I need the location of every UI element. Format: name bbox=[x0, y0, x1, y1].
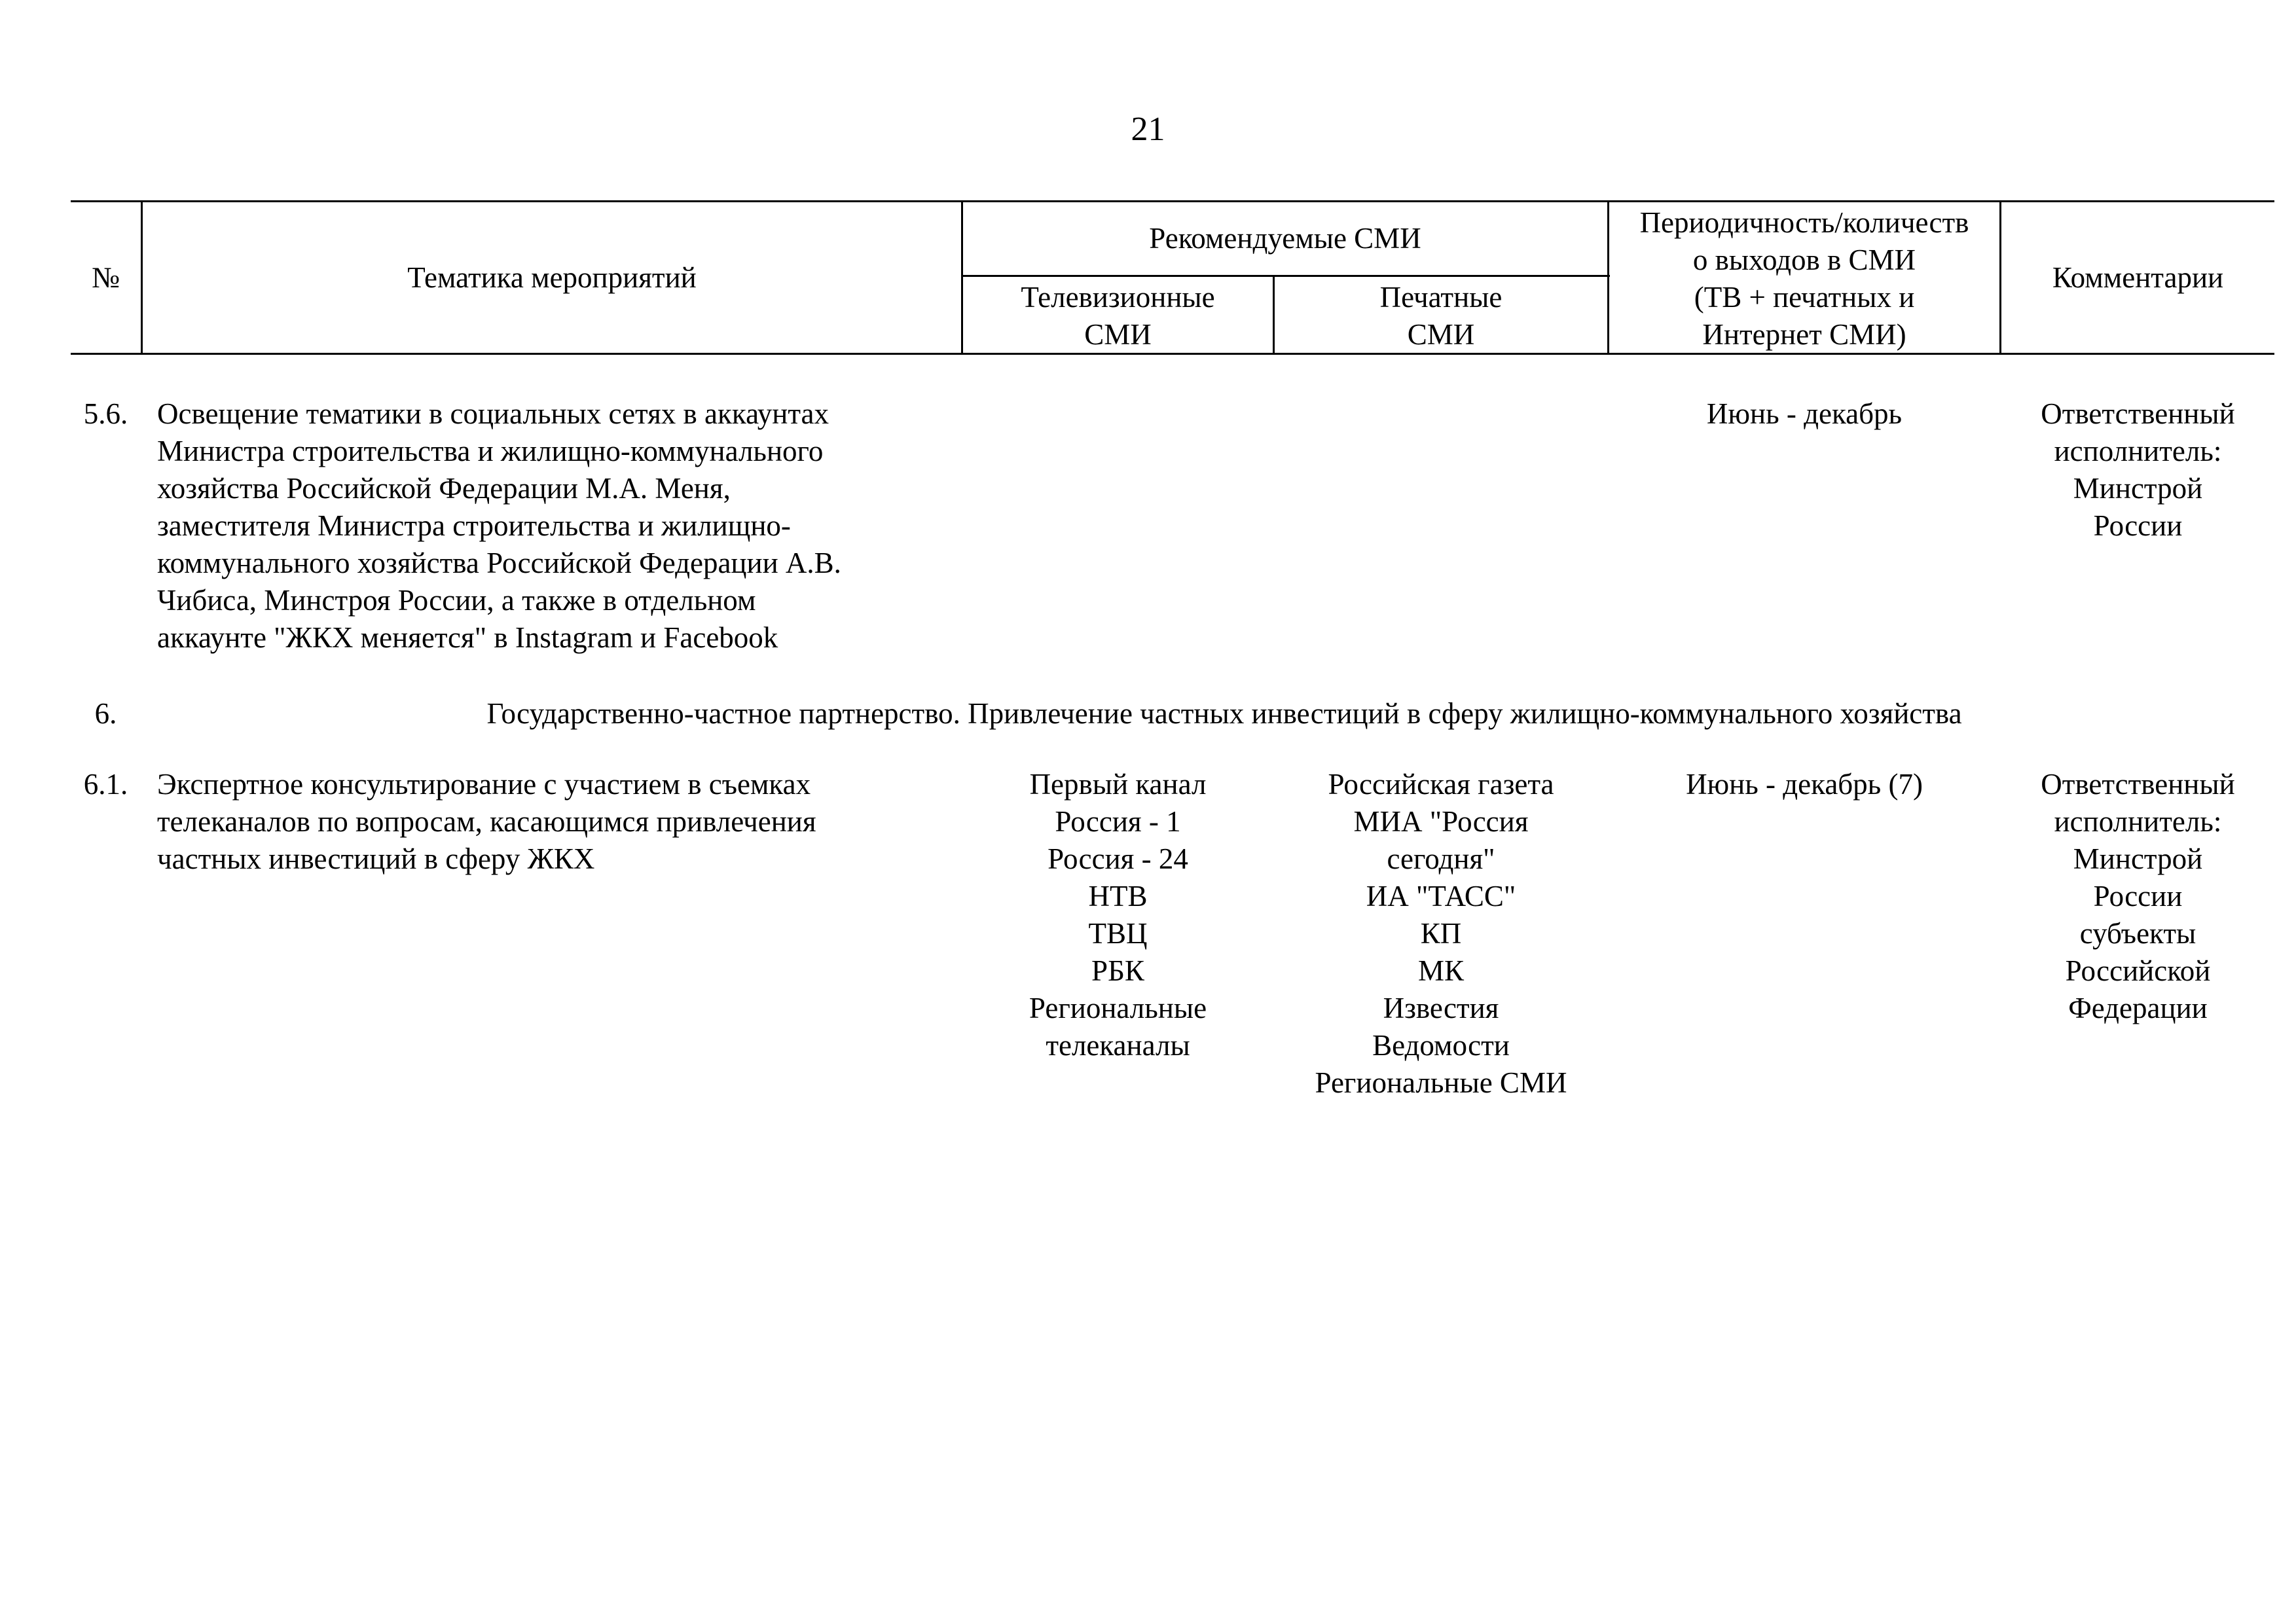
row-6-1-tv-media bbox=[963, 766, 1273, 1064]
tv-channel: телеканалы bbox=[1046, 1029, 1190, 1062]
row-5-6-topic-line: заместителя Министра строительства и жилищно- bbox=[157, 509, 791, 542]
row-5-6-topic-line: Чибиса, Минстроя России, а также в отдельном bbox=[157, 584, 756, 617]
row-6-1-frequency: Июнь - декабрь (7) bbox=[1686, 768, 1923, 801]
header-frequency-line: Периодичность/количеств bbox=[1639, 206, 1969, 239]
tv-channel: Россия - 24 bbox=[1048, 842, 1188, 875]
header-comments: Комментарии bbox=[2052, 261, 2224, 294]
row-5-6-topic-line: коммунального хозяйства Российской Федерации А.В. bbox=[157, 547, 841, 579]
print-outlet: Ведомости bbox=[1372, 1029, 1510, 1062]
header-frequency-line: (ТВ + печатных и bbox=[1694, 281, 1915, 314]
row-5-6-comments bbox=[2001, 395, 2274, 545]
header-recommended-media: Рекомендуемые СМИ bbox=[1149, 222, 1421, 255]
tv-channel: РБК bbox=[1091, 954, 1144, 987]
print-outlet: КП bbox=[1420, 917, 1462, 950]
tv-channel: Региональные bbox=[1029, 992, 1207, 1024]
section-6-title: Государственно-частное партнерство. Привлечение частных инвестиций в сферу жилищно-коммунального хозяйства bbox=[486, 697, 1962, 730]
row-5-6-topic-line: Министра строительства и жилищно-коммунального bbox=[157, 435, 824, 467]
print-outlet: сегодня" bbox=[1387, 842, 1495, 875]
section-6-num: 6. bbox=[94, 697, 117, 730]
tv-channel: ТВЦ bbox=[1088, 917, 1148, 950]
row-6-1-comments-line: Ответственный bbox=[2041, 768, 2235, 801]
row-6-1-comments bbox=[2001, 766, 2274, 1027]
header-mid-rule bbox=[962, 275, 1610, 277]
row-6-1-topic-line: Экспертное консультирование с участием в съемках bbox=[157, 768, 811, 801]
row-5-6-comments-line: исполнитель: bbox=[2054, 435, 2222, 467]
print-outlet: ИА "ТАСС" bbox=[1366, 880, 1516, 912]
row-6-1-comments-line: России bbox=[2093, 880, 2183, 912]
row-6-1-num: 6.1. bbox=[83, 768, 128, 801]
header-top-rule bbox=[71, 200, 2274, 202]
header-print-media-line: СМИ bbox=[1407, 318, 1475, 351]
row-5-6-comments-line: России bbox=[2093, 509, 2183, 542]
row-5-6-topic-line: аккаунте "ЖКХ меняется" в Instagram и Facebook bbox=[157, 621, 778, 654]
header-tv-media-line: СМИ bbox=[1084, 318, 1152, 351]
tv-channel: НТВ bbox=[1088, 880, 1148, 912]
header-print-media bbox=[1275, 279, 1607, 353]
row-5-6-topic-line: хозяйства Российской Федерации М.А. Меня, bbox=[157, 472, 731, 505]
header-tv-media-line: Телевизионные bbox=[1021, 281, 1215, 314]
row-5-6-comments-line: Ответственный bbox=[2041, 397, 2235, 430]
header-frequency bbox=[1609, 204, 1999, 353]
row-6-1-comments-line: Российской bbox=[2065, 954, 2211, 987]
row-6-1-comments-line: Минстрой bbox=[2073, 842, 2203, 875]
header-print-media-line: Печатные bbox=[1379, 281, 1503, 314]
header-topic: Тематика мероприятий bbox=[407, 261, 697, 294]
row-5-6-frequency: Июнь - декабрь bbox=[1706, 397, 1903, 430]
row-6-1-topic bbox=[157, 766, 956, 878]
print-outlet: МК bbox=[1417, 954, 1465, 987]
print-outlet: Российская газета bbox=[1328, 768, 1554, 801]
header-num: № bbox=[92, 261, 120, 294]
row-5-6-num: 5.6. bbox=[83, 397, 128, 430]
header-frequency-line: о выходов в СМИ bbox=[1692, 244, 1916, 276]
header-tv-media bbox=[963, 279, 1273, 353]
row-6-1-print-media bbox=[1275, 766, 1607, 1102]
tv-channel: Первый канал bbox=[1029, 768, 1207, 801]
row-5-6-comments-line: Минстрой bbox=[2073, 472, 2203, 505]
print-outlet: МИА "Россия bbox=[1353, 805, 1529, 838]
page-number: 21 bbox=[1131, 111, 1165, 148]
row-6-1-comments-line: исполнитель: bbox=[2054, 805, 2222, 838]
row-6-1-topic-line: телеканалов по вопросам, касающимся привлечения bbox=[157, 805, 816, 838]
row-5-6-topic-line: Освещение тематики в социальных сетях в аккаунтах bbox=[157, 397, 829, 430]
row-6-1-topic-line: частных инвестиций в сферу ЖКХ bbox=[157, 842, 595, 875]
row-5-6-topic bbox=[157, 395, 956, 657]
print-outlet: Известия bbox=[1383, 992, 1499, 1024]
print-outlet: Региональные СМИ bbox=[1315, 1066, 1567, 1099]
tv-channel: Россия - 1 bbox=[1055, 805, 1181, 838]
header-frequency-line: Интернет СМИ) bbox=[1702, 318, 1906, 351]
row-6-1-comments-line: субъекты bbox=[2079, 917, 2196, 950]
row-6-1-comments-line: Федерации bbox=[2068, 992, 2208, 1024]
